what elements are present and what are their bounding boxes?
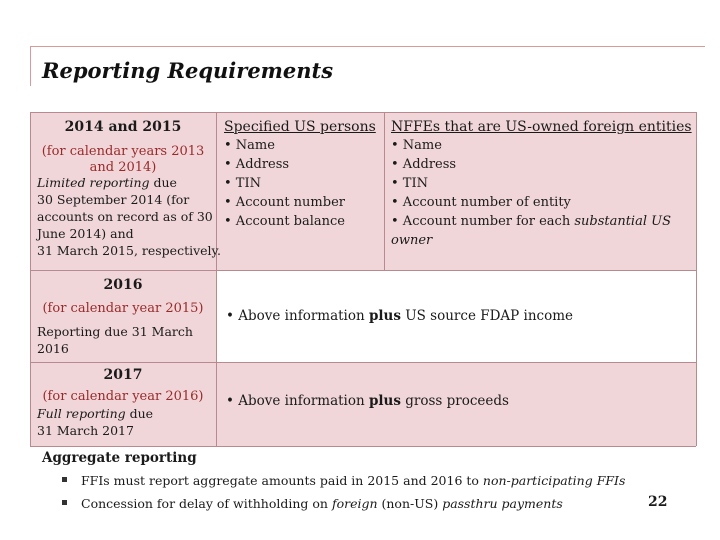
bullet-text: Concession for delay of withholding on	[81, 496, 332, 511]
info-text: • Above information	[226, 393, 369, 409]
grid-line	[696, 112, 697, 446]
bullet-square-icon	[62, 500, 67, 505]
specified-item: • Account balance	[224, 214, 346, 229]
grid-line	[30, 446, 696, 447]
row-2016-sub: (for calendar year 2015)	[42, 301, 204, 316]
specified-item: • Name	[224, 138, 275, 153]
nffe-item: • Account number of entity	[391, 195, 571, 210]
top-rule	[30, 46, 705, 47]
row-2017-line2: 31 March 2017	[37, 423, 134, 438]
specified-heading: Specified US persons	[224, 119, 376, 135]
info-text: • Above information	[226, 308, 369, 324]
row-2014-line4: June 2014) and	[37, 226, 134, 241]
row-2014-line1	[37, 175, 177, 192]
bullet-italic-text: passthru payments	[442, 496, 563, 511]
nffe-item-text: • Account number for each	[391, 214, 575, 229]
due-label: due	[149, 175, 177, 190]
left-rule	[30, 46, 31, 86]
page-number: 22	[648, 494, 668, 510]
nffe-heading: NFFEs that are US-owned foreign entities	[391, 119, 692, 135]
bullet-text: (non-US)	[377, 496, 443, 511]
specified-item: • Address	[224, 157, 290, 172]
aggregate-title: Aggregate reporting	[42, 450, 197, 466]
nffe-item-substantial	[391, 212, 671, 232]
row-2014-sub1: (for calendar years 2013	[41, 144, 205, 159]
row-2017-info	[226, 392, 509, 412]
substantial-us-text: substantial US	[574, 214, 671, 229]
full-reporting-label: Full reporting	[37, 406, 126, 421]
grid-line	[384, 112, 385, 270]
info-text: US source FDAP income	[400, 308, 574, 324]
owner-text: owner	[391, 233, 433, 248]
specified-item: • Account number	[224, 195, 345, 210]
aggregate-bullet-2	[62, 496, 563, 511]
grid-line	[30, 112, 696, 113]
row-2014-line2: 30 September 2014 (for	[37, 192, 190, 207]
plus-text: plus	[368, 308, 401, 324]
row-2014-line5: 31 March 2015, respectively.	[37, 243, 221, 258]
bullet-text: FFIs must report aggregate amounts paid in 2015 and 2016 to	[81, 473, 483, 488]
row-2016-year: 2016	[103, 277, 143, 293]
grid-line	[30, 270, 696, 271]
row-2016-line1: Reporting due 31 March	[37, 324, 193, 339]
row-2014-year: 2014 and 2015	[64, 119, 182, 135]
bullet-italic-text: non-participating FFIs	[482, 473, 626, 488]
nffe-item: • Address	[391, 157, 457, 172]
row-2016-info	[226, 307, 573, 327]
row-2016-line2: 2016	[37, 341, 69, 356]
aggregate-bullet-1	[62, 473, 625, 488]
bullet-square-icon	[62, 477, 67, 482]
row-2014-sub2: and 2014)	[89, 160, 157, 175]
grid-line	[216, 112, 217, 446]
info-text: gross proceeds	[400, 393, 509, 409]
row-2014-line3: accounts on record as of 30	[37, 209, 213, 224]
specified-item: • TIN	[224, 176, 261, 191]
page-title: Reporting Requirements	[42, 58, 334, 83]
plus-text: plus	[368, 393, 401, 409]
due-label: due	[125, 406, 154, 421]
nffe-item: • TIN	[391, 176, 428, 191]
limited-reporting-label: Limited reporting	[37, 175, 150, 190]
bullet-italic-text: foreign	[331, 496, 378, 511]
row-2017-sub: (for calendar year 2016)	[42, 389, 204, 404]
grid-line	[30, 362, 696, 363]
nffe-item: • Name	[391, 138, 442, 153]
row-2017-year: 2017	[103, 367, 143, 383]
row-2017-line1	[37, 406, 153, 423]
